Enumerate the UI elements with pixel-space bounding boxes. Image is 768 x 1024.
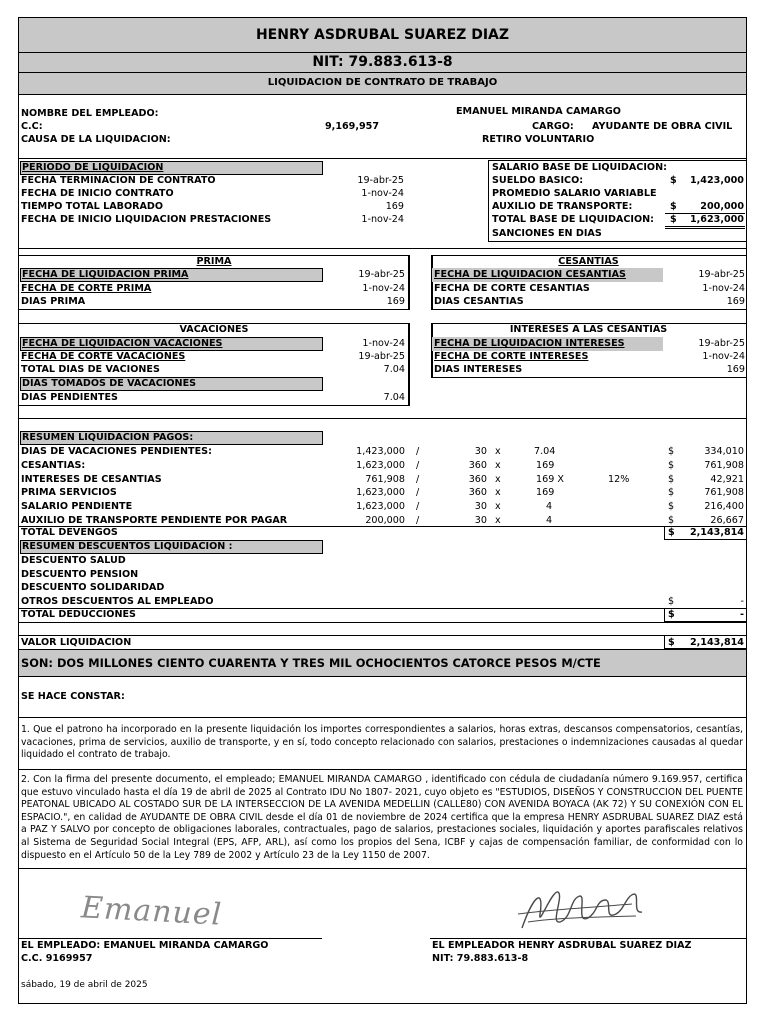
resumen-label: INTERESES DE CESANTIAS (21, 474, 162, 485)
vacaciones-label: TOTAL DIAS DE VACIONES (21, 364, 160, 375)
employee-signature-label: EL EMPLEADO: EMANUEL MIRANDA CAMARGO (21, 940, 269, 951)
divider (19, 158, 746, 159)
descuentos-header: RESUMEN DESCUENTOS LIQUIDACION : (22, 541, 233, 552)
divider (19, 622, 746, 623)
resumen-divider: / (416, 460, 420, 471)
vacaciones-label: DIAS TOMADOS DE VACACIONES (22, 378, 197, 389)
vacaciones-label: FECHA DE LIQUIDACION VACACIONES (22, 338, 223, 349)
cesantias-label: DIAS CESANTIAS (434, 296, 524, 307)
employer-signature-mark (514, 884, 649, 934)
son-text: SON: DOS MILLONES CIENTO CUARENTA Y TRES MIL OCHOCIENTOS CATORCE PESOS M/CTE (21, 656, 601, 670)
total-deducciones-value: - (740, 609, 744, 620)
employee-signature-cc: C.C. 9169957 (21, 953, 93, 964)
resumen-amount: 761,908 (704, 460, 744, 471)
underline (665, 226, 745, 227)
periodo-label: FECHA DE INICIO LIQUIDACION PRESTACIONES (21, 214, 272, 225)
total-base-currency: $ (670, 214, 677, 225)
promedio-label: PROMEDIO SALARIO VARIABLE (492, 188, 657, 199)
resumen-times: x (495, 446, 501, 457)
employee-name: EMANUEL MIRANDA CAMARGO (456, 106, 621, 117)
section-rule (19, 255, 409, 256)
resumen-days: 360 (468, 474, 487, 485)
resumen-base: 761,908 (365, 474, 405, 485)
total-deducciones-currency: $ (668, 609, 675, 620)
resumen-divider: / (416, 515, 420, 526)
resumen-divider: / (416, 474, 420, 485)
resumen-factor: 169 (536, 487, 555, 498)
document-title: LIQUIDACION DE CONTRATO DE TRABAJO (267, 77, 498, 88)
periodo-value: 169 (385, 201, 404, 212)
divider (19, 769, 746, 770)
vacaciones-label: DIAS PENDIENTES (21, 392, 118, 403)
prima-label: FECHA DE CORTE PRIMA (21, 283, 152, 294)
total-devengos-label: TOTAL DEVENGOS (21, 527, 118, 538)
son-band (19, 649, 746, 677)
resumen-base: 1,423,000 (356, 446, 405, 457)
employee-signature: Emanuel (80, 890, 224, 933)
resumen-base: 1,623,000 (356, 501, 405, 512)
intereses-label: FECHA DE LIQUIDACION INTERESES (434, 338, 625, 349)
employer-signature-nit: NIT: 79.883.613-8 (432, 953, 529, 964)
resumen-label: AUXILIO DE TRANSPORTE PENDIENTE POR PAGAR (21, 515, 288, 526)
resumen-base: 200,000 (365, 515, 405, 526)
vacaciones-title: VACACIONES (179, 324, 249, 335)
auxilio-label: AUXILIO DE TRANSPORTE: (492, 201, 633, 212)
company-nit: NIT: 79.883.613-8 (312, 54, 453, 70)
company-name: HENRY ASDRUBAL SUAREZ DIAZ (255, 27, 510, 43)
divider (19, 418, 746, 419)
resumen-currency: $ (668, 487, 675, 498)
auxilio-value: 200,000 (700, 201, 744, 212)
resumen-header: RESUMEN LIQUIDACION PAGOS: (22, 432, 194, 443)
intereses-label: FECHA DE CORTE INTERESES (434, 351, 589, 362)
vacaciones-value: 19-abr-25 (358, 351, 405, 362)
total-devengos-value: 2,143,814 (689, 527, 744, 538)
vacaciones-value: 7.04 (383, 364, 405, 375)
section-rule (431, 377, 746, 378)
section-rule (431, 255, 746, 256)
vacaciones-label: FECHA DE CORTE VACACIONES (21, 351, 186, 362)
resumen-label: PRIMA SERVICIOS (21, 487, 117, 498)
resumen-factor: 169 X (536, 474, 564, 485)
sanciones-label: SANCIONES EN DIAS (492, 228, 602, 239)
resumen-times: x (495, 515, 501, 526)
employee-cargo-label: CARGO: (532, 121, 574, 132)
intereses-label: DIAS INTERESES (434, 364, 523, 375)
periodo-label: FECHA DE INICIO CONTRATO (21, 188, 174, 199)
section-rule (431, 323, 746, 324)
prima-value: 169 (386, 296, 405, 307)
resumen-factor: 4 (546, 515, 553, 526)
resumen-days: 360 (468, 460, 487, 471)
company-title-band (19, 18, 746, 53)
resumen-amount: 42,921 (710, 474, 744, 485)
total-base-value: 1,623,000 (689, 214, 744, 225)
resumen-percent: 12% (608, 474, 630, 485)
descuento-currency: $ (668, 596, 675, 607)
resumen-divider: / (416, 487, 420, 498)
divider (19, 868, 746, 869)
periodo-value: 1-nov-24 (361, 214, 404, 225)
resumen-base: 1,623,000 (356, 487, 405, 498)
resumen-label: SALARIO PENDIENTE (21, 501, 133, 512)
sueldo-label: SUELDO BASICO: (492, 175, 584, 186)
divider (19, 248, 746, 249)
prima-label: DIAS PRIMA (21, 296, 86, 307)
valor-amount: 2,143,814 (689, 637, 744, 648)
resumen-currency: $ (668, 515, 675, 526)
intereses-value: 19-abr-25 (698, 338, 745, 349)
total-deducciones-label: TOTAL DEDUCCIONES (21, 609, 136, 620)
vacaciones-right-edge (408, 323, 410, 406)
prima-value: 1-nov-24 (362, 283, 405, 294)
resumen-days: 30 (474, 515, 487, 526)
resumen-times: x (495, 474, 501, 485)
intereses-title: INTERESES A LAS CESANTIAS (509, 324, 668, 335)
causa-value: RETIRO VOLUNTARIO (482, 134, 595, 145)
causa-label: CAUSA DE LA LIQUIDACION: (21, 134, 171, 145)
constancia-paragraph-2: 2. Con la firma del presente documento, el empleado; EMANUEL MIRANDA CAMARGO , identificado con cédula de ciudadanía número 9.169.957, certifica que estuvo vinculado hasta el día 19 de abril de 2025 al Contrato IDU No 1807- 2021, cuyo objeto es "ESTUDIOS, DISEÑOS Y CONSTRUCCION DEL PUENTE PEATONAL UBICADO AL COSTADO SUR DE LA INTERSECCION DE LA AVENIDA MEDELLIN (CALLE80) CON AVENIDA BOYACA (AK 72) Y SU CONEXIÓN CON EL ESPACIO.", en calidad de AYUDANTE DE OBRA CIVIL desde el día 01 de noviembre de 2024 certifica que la empresa HENRY ASDRUBAL SUAREZ DIAZ está a PAZ Y SALVO por concepto de obligaciones laborales, contractuales, pago de salarios, prestaciones sociales, liquidación y aportes parafiscales relativos al Sistema de Seguridad Social Integral (EPS, AFP, ARL), así como los propios del Sena, ICBF y cajas de compensación familiar, de conformidad con lo dispuesto en el Artículo 50 de la Ley 789 de 2002 y Artículo 23 de la Ley 1150 de 2007. (21, 774, 743, 861)
periodo-label: TIEMPO TOTAL LABORADO (21, 201, 164, 212)
resumen-divider: / (416, 501, 420, 512)
sueldo-value: 1,423,000 (689, 175, 744, 186)
nit-band (19, 53, 746, 73)
resumen-label: DIAS DE VACACIONES PENDIENTES: (21, 446, 212, 457)
cesantias-label: FECHA DE LIQUIDACION CESANTIAS (434, 269, 626, 280)
divider (19, 526, 746, 527)
employer-signature-line (430, 938, 746, 939)
vacaciones-value: 7.04 (383, 392, 405, 403)
cesantias-value: 19-abr-25 (698, 269, 745, 280)
prima-right-edge (408, 255, 410, 310)
descuento-amount: - (740, 596, 744, 607)
doc-title-band (19, 73, 746, 95)
divider (19, 635, 746, 636)
resumen-amount: 26,667 (710, 515, 744, 526)
intereses-value: 1-nov-24 (702, 351, 745, 362)
employer-signature-label: EL EMPLEADOR HENRY ASDRUBAL SUAREZ DIAZ (432, 940, 692, 951)
resumen-times: x (495, 487, 501, 498)
employee-cargo: AYUDANTE DE OBRA CIVIL (592, 121, 733, 132)
valor-currency: $ (668, 637, 675, 648)
employee-cc: 9,169,957 (325, 121, 380, 132)
descuento-label: OTROS DESCUENTOS AL EMPLEADO (21, 596, 214, 607)
total-devengos-currency: $ (668, 527, 675, 538)
periodo-value: 19-abr-25 (357, 175, 404, 186)
se-hace-constar: SE HACE CONSTAR: (21, 691, 125, 702)
periodo-label: FECHA TERMINACION DE CONTRATO (21, 175, 216, 186)
resumen-currency: $ (668, 460, 675, 471)
descuento-label: DESCUENTO SOLIDARIDAD (21, 582, 165, 593)
resumen-days: 30 (474, 501, 487, 512)
resumen-factor: 4 (546, 501, 553, 512)
section-rule (431, 309, 746, 310)
resumen-days: 30 (474, 446, 487, 457)
cesantias-title: CESANTIAS (558, 256, 619, 267)
section-rule (19, 405, 409, 406)
descuento-label: DESCUENTO PENSION (21, 569, 139, 580)
employee-signature-line (19, 938, 322, 939)
section-rule (19, 323, 409, 324)
resumen-currency: $ (668, 446, 675, 457)
prima-value: 19-abr-25 (358, 269, 405, 280)
sueldo-currency: $ (670, 175, 677, 186)
resumen-times: x (495, 460, 501, 471)
cesantias-value: 1-nov-24 (702, 283, 745, 294)
resumen-factor: 169 (536, 460, 555, 471)
employee-cc-label: C.C: (21, 121, 43, 132)
cesantias-value: 169 (726, 296, 745, 307)
resumen-base: 1,623,000 (356, 460, 405, 471)
resumen-amount: 334,010 (704, 446, 744, 457)
resumen-currency: $ (668, 501, 675, 512)
periodo-value: 1-nov-24 (361, 188, 404, 199)
resumen-label: CESANTIAS: (21, 460, 86, 471)
cesantias-left-edge (431, 255, 433, 310)
descuento-label: DESCUENTO SALUD (21, 555, 126, 566)
prima-title: PRIMA (196, 256, 232, 267)
resumen-currency: $ (668, 474, 675, 485)
valor-label: VALOR LIQUIDACION (21, 637, 132, 648)
salario-base-label: SALARIO BASE DE LIQUIDACION: (492, 162, 667, 173)
constancia-paragraph-1: 1. Que el patrono ha incorporado en la presente liquidación los importes correspondientes a salarios, horas extras, descansos compensatorios, cesantías, vacaciones, prima de servicios, auxilio de transporte, y en sí, todo concepto relacionado con salarios, prestaciones o indemnizaciones causadas al quedar liquidado el contrato de trabajo. (21, 724, 743, 761)
divider (19, 717, 746, 718)
resumen-days: 360 (468, 487, 487, 498)
prima-label: FECHA DE LIQUIDACION PRIMA (22, 269, 189, 280)
section-rule (19, 309, 409, 310)
employee-name-label: NOMBRE DEL EMPLEADO: (21, 108, 159, 119)
total-base-label: TOTAL BASE DE LIQUIDACION: (492, 214, 654, 225)
resumen-factor: 7.04 (534, 446, 556, 457)
resumen-amount: 761,908 (704, 487, 744, 498)
periodo-header: PERIODO DE LIQUIDACION (22, 162, 164, 173)
document-date: sábado, 19 de abril de 2025 (21, 980, 148, 990)
resumen-divider: / (416, 446, 420, 457)
auxilio-currency: $ (670, 201, 677, 212)
underline (665, 228, 745, 229)
resumen-times: x (495, 501, 501, 512)
intereses-value: 169 (726, 364, 745, 375)
vacaciones-value: 1-nov-24 (362, 338, 405, 349)
liquidation-document (18, 17, 747, 1004)
cesantias-label: FECHA DE CORTE CESANTIAS (434, 283, 590, 294)
resumen-amount: 216,400 (704, 501, 744, 512)
